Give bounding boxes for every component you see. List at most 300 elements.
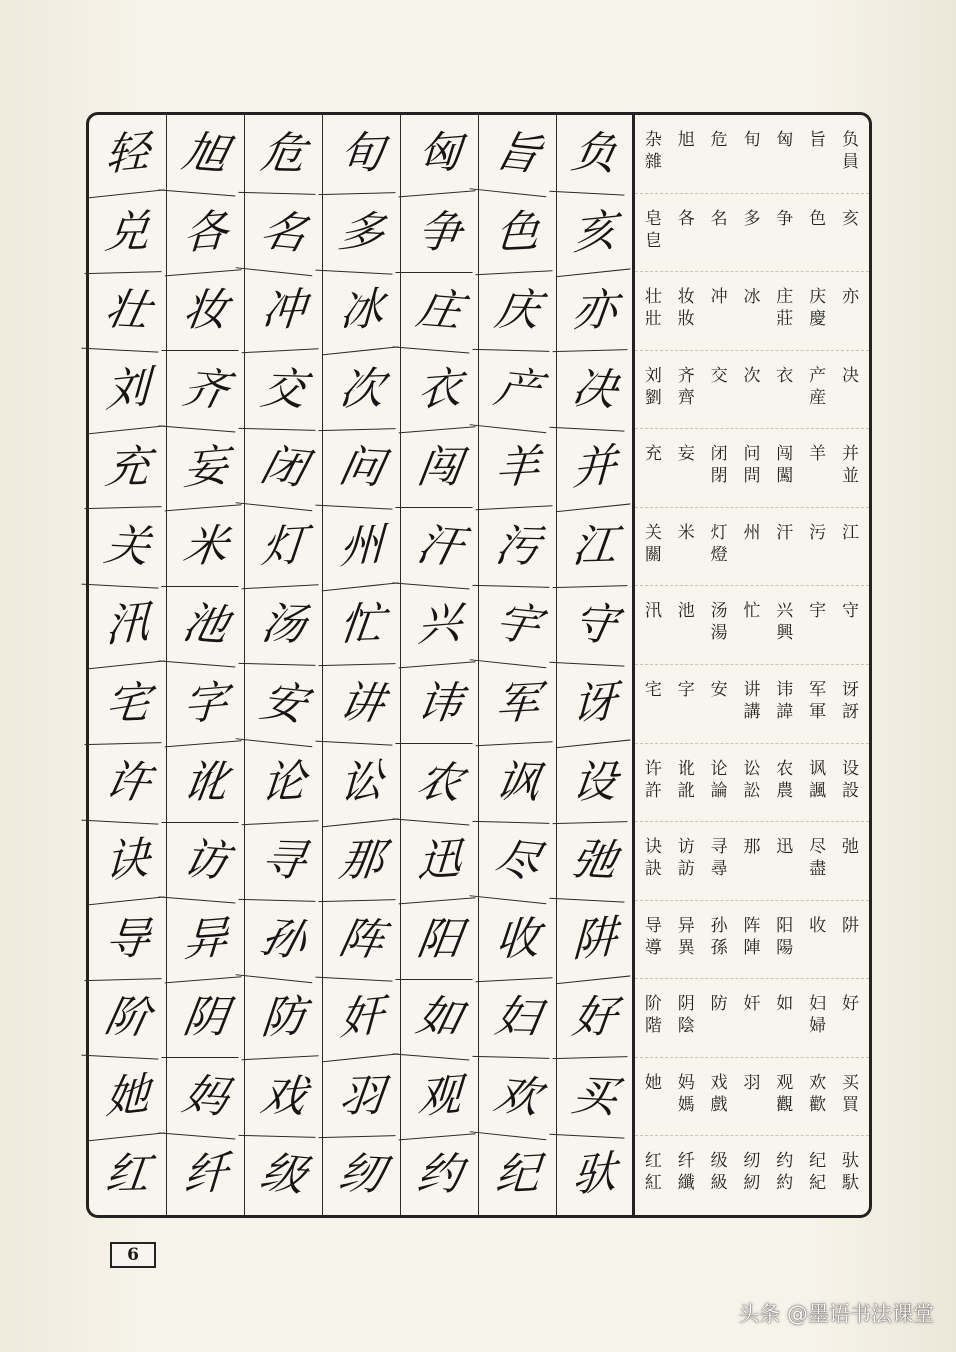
simplified-char: 次: [743, 365, 761, 386]
reference-pair: [770, 679, 800, 743]
reference-pair: [835, 993, 865, 1057]
simplified-char: 农: [776, 758, 794, 779]
calligraphy-cell: 阵: [315, 899, 407, 981]
simplified-char: 宅: [644, 679, 662, 700]
reference-pair: [638, 836, 668, 900]
reference-pair: [704, 836, 734, 900]
calligraphy-cell: 色: [476, 191, 560, 274]
simplified-char: 污: [809, 522, 827, 543]
simplified-char: 衣: [776, 365, 794, 386]
simplified-char: 充: [644, 444, 662, 465]
simplified-char: 纫: [743, 1151, 761, 1172]
grid-column: [557, 115, 635, 1215]
traditional-char: 燈: [710, 544, 728, 565]
reference-pair: [704, 600, 734, 664]
simplified-char: 亥: [841, 208, 859, 229]
calligraphy-cell: 旬: [319, 114, 405, 195]
calligraphy-cell: 戏: [238, 1057, 328, 1137]
calligraphy-cell: 农: [393, 741, 487, 824]
simplified-char: 交: [710, 365, 728, 386]
simplified-char: 阵: [743, 915, 761, 936]
reference-pair: [770, 600, 800, 664]
simplified-char: 亦: [841, 287, 859, 308]
traditional-char: 觀: [776, 1094, 794, 1115]
calligraphy-cell: 讲: [315, 663, 407, 745]
reference-pair: [704, 286, 734, 350]
traditional-char: 戲: [710, 1094, 728, 1115]
traditional-char: 劉: [644, 387, 662, 408]
simplified-char: 如: [776, 994, 794, 1015]
calligraphy-cell: 异: [165, 897, 247, 982]
reference-row: [635, 744, 869, 823]
traditional-char: 壯: [644, 309, 662, 330]
reference-pair: [671, 522, 701, 586]
calligraphy-cell: 观: [399, 1054, 481, 1139]
simplified-char: 刘: [644, 365, 662, 386]
simplified-char: 匈: [776, 130, 794, 150]
calligraphy-cell: 访: [159, 820, 253, 903]
grid-column: [167, 115, 245, 1215]
simplified-char: 讲: [743, 679, 761, 700]
reference-pair: [835, 129, 865, 193]
simplified-char: 宇: [809, 601, 827, 622]
simplified-char: 孙: [710, 915, 728, 936]
simplified-char: 妄: [677, 444, 695, 465]
simplified-char: 纤: [677, 1151, 695, 1172]
reference-pair: [737, 522, 767, 586]
reference-pair: [737, 443, 767, 507]
calligraphy-cell: 产: [470, 347, 566, 432]
reference-pair: [737, 286, 767, 350]
reference-pair: [737, 600, 767, 664]
traditional-char: 興: [776, 623, 794, 644]
traditional-char: 雜: [644, 152, 662, 172]
reference-pair: [803, 758, 833, 822]
simplified-char: 妆: [677, 287, 695, 308]
calligraphy-cell: 闭: [236, 426, 332, 511]
reference-pair: [770, 758, 800, 822]
simplified-char: 导: [644, 915, 662, 936]
reference-pair: [770, 1072, 800, 1136]
simplified-char: 各: [677, 208, 695, 229]
simplified-char: 色: [809, 208, 827, 229]
simplified-char: 戏: [710, 1072, 728, 1093]
simplified-char: 红: [644, 1151, 662, 1172]
traditional-char: 歡: [809, 1094, 827, 1115]
traditional-char: 訛: [677, 780, 695, 801]
calligraphy-cell: 如: [393, 977, 487, 1060]
traditional-char: 級: [710, 1173, 728, 1194]
traditional-char: 馱: [841, 1173, 859, 1194]
traditional-char: 異: [677, 937, 695, 958]
calligraphy-cell: 那: [319, 821, 405, 902]
reference-pair: [835, 1150, 865, 1215]
page-number: 6: [110, 1242, 156, 1268]
reference-pair: [704, 365, 734, 429]
traditional-char: 導: [644, 937, 662, 958]
simplified-char: 讽: [809, 758, 827, 779]
reference-pair: [803, 600, 833, 664]
simplified-char: 讳: [776, 679, 794, 700]
reference-pair: [737, 1150, 767, 1215]
practice-frame: [86, 112, 872, 1218]
reference-pair: [704, 208, 734, 272]
simplified-char: 并: [841, 444, 859, 465]
calligraphy-cell: 阴: [161, 979, 249, 1058]
reference-pair: [704, 443, 734, 507]
simplified-char: 庄: [776, 287, 794, 308]
reference-pair: [770, 836, 800, 900]
simplified-char: 异: [677, 915, 695, 936]
calligraphy-cell: 弛: [549, 820, 639, 902]
reference-pair: [835, 365, 865, 429]
reference-pair: [835, 600, 865, 664]
calligraphy-cell: 齐: [159, 348, 253, 431]
calligraphy-cell: 欢: [470, 1055, 566, 1140]
simplified-char: 冰: [743, 287, 761, 308]
reference-pair: [638, 915, 668, 979]
simplified-char: 奸: [743, 994, 761, 1015]
reference-pair: [835, 286, 865, 350]
simplified-char: 阱: [841, 915, 859, 936]
reference-pair: [803, 679, 833, 743]
simplified-char: 观: [776, 1072, 794, 1093]
simplified-char: 访: [677, 837, 695, 858]
simplified-char: 产: [809, 365, 827, 386]
calligraphy-cell: 冲: [242, 270, 326, 353]
reference-pair: [638, 1150, 668, 1215]
calligraphy-cell: 汗: [393, 505, 487, 588]
simplified-char: 欢: [809, 1072, 827, 1093]
simplified-char: 皂: [644, 208, 662, 229]
calligraphy-cell: 纪: [493, 1148, 542, 1202]
simplified-char: 旨: [809, 130, 827, 150]
reference-pair: [835, 443, 865, 507]
reference-pair: [737, 993, 767, 1057]
reference-pair: [671, 993, 701, 1057]
reference-pair: [770, 993, 800, 1057]
calligraphy-cell: 羊: [476, 427, 560, 510]
calligraphy-cell: 阶: [81, 978, 173, 1060]
reference-pair: [737, 679, 767, 743]
simplified-char: 约: [776, 1151, 794, 1172]
simplified-char: 阶: [644, 994, 662, 1015]
calligraphy-cell: 并: [556, 425, 633, 512]
calligraphy-cell: 池: [159, 584, 253, 667]
reference-pair: [737, 208, 767, 272]
calligraphy-cell: 交: [238, 350, 328, 430]
calligraphy-cell: 纤: [182, 1147, 230, 1203]
reference-pair: [704, 1150, 734, 1215]
simplified-char: 兴: [776, 601, 794, 622]
simplified-char: 防: [710, 994, 728, 1015]
traditional-char: 軍: [809, 701, 827, 722]
traditional-char: 紀: [809, 1173, 827, 1194]
reference-pair: [671, 365, 701, 429]
simplified-char: 齐: [677, 365, 695, 386]
reference-pair: [671, 1072, 701, 1136]
calligraphy-cell: 羽: [319, 1057, 405, 1138]
simplified-char: 旭: [677, 130, 695, 150]
reference-table: [635, 115, 869, 1215]
traditional-char: 媽: [677, 1094, 695, 1115]
calligraphy-cell: 奸: [322, 975, 401, 1062]
reference-pair: [671, 758, 701, 822]
reference-row: [635, 665, 869, 744]
traditional-char: 階: [644, 1016, 662, 1037]
reference-pair: [803, 1072, 833, 1136]
reference-pair: [671, 1150, 701, 1215]
simplified-char: 论: [710, 758, 728, 779]
simplified-char: 寻: [710, 837, 728, 858]
reference-pair: [704, 915, 734, 979]
simplified-char: 字: [677, 679, 695, 700]
reference-row: [635, 351, 869, 430]
reference-pair: [803, 1150, 833, 1215]
traditional-char: 盡: [809, 859, 827, 880]
simplified-char: 收: [809, 915, 827, 936]
calligraphy-cell: 决: [549, 349, 639, 431]
reference-pair: [671, 915, 701, 979]
calligraphy-cell: 诀: [88, 818, 167, 905]
calligraphy-cell: 旭: [159, 113, 253, 196]
calligraphy-cell: 庄: [393, 270, 487, 353]
calligraphy-cell: 亥: [556, 189, 633, 276]
traditional-char: 員: [841, 152, 859, 172]
reference-pair: [638, 758, 668, 822]
reference-row: [635, 979, 869, 1058]
simplified-char: 迅: [776, 837, 794, 858]
calligraphy-cell: 孙: [236, 897, 332, 982]
simplified-char: 闭: [710, 444, 728, 465]
reference-pair: [638, 600, 668, 664]
simplified-char: 庆: [809, 287, 827, 308]
reference-pair: [803, 915, 833, 979]
calligraphy-cell: 危: [238, 114, 328, 194]
simplified-char: 忙: [743, 601, 761, 622]
calligraphy-cell: 宇: [470, 583, 566, 668]
simplified-char: 军: [809, 679, 827, 700]
traditional-char: 買: [841, 1094, 859, 1115]
reference-row: [635, 429, 869, 508]
simplified-char: 汛: [644, 601, 662, 622]
calligraphy-cell: 冰: [322, 268, 401, 355]
reference-pair: [803, 993, 833, 1057]
simplified-char: 讶: [841, 679, 859, 700]
traditional-char: 訝: [841, 701, 859, 722]
reference-pair: [638, 286, 668, 350]
reference-pair: [704, 129, 734, 193]
reference-pair: [803, 208, 833, 272]
reference-pair: [671, 443, 701, 507]
reference-pair: [638, 208, 668, 272]
reference-pair: [803, 365, 833, 429]
reference-pair: [770, 365, 800, 429]
simplified-char: 负: [841, 130, 859, 150]
calligraphy-cell: 衣: [399, 347, 481, 432]
calligraphy-cell: 迅: [399, 819, 481, 904]
simplified-char: 妇: [809, 994, 827, 1015]
reference-pair: [803, 836, 833, 900]
calligraphy-cell: 约: [413, 1149, 466, 1201]
calligraphy-cell: 壮: [81, 270, 173, 352]
reference-pair: [638, 679, 668, 743]
simplified-char: 级: [710, 1151, 728, 1172]
calligraphy-cell: 汛: [88, 582, 167, 669]
calligraphy-cell: 刘: [88, 346, 167, 433]
simplified-char: 州: [743, 522, 761, 543]
reference-row: [635, 822, 869, 901]
reference-pair: [638, 443, 668, 507]
traditional-char: 講: [743, 701, 761, 722]
traditional-char: 紉: [743, 1173, 761, 1194]
simplified-char: 池: [677, 601, 695, 622]
calligraphy-cell: 论: [242, 741, 326, 824]
calligraphy-cell: 妄: [165, 426, 247, 511]
traditional-char: 論: [710, 780, 728, 801]
reference-pair: [671, 600, 701, 664]
calligraphy-cell: 红: [102, 1148, 153, 1202]
reference-pair: [835, 679, 865, 743]
calligraphy-cell: 妇: [472, 978, 562, 1058]
reference-pair: [704, 758, 734, 822]
calligraphy-cell: 军: [476, 663, 560, 746]
reference-pair: [737, 1072, 767, 1136]
reference-pair: [770, 1150, 800, 1215]
calligraphy-grid: [89, 115, 635, 1215]
traditional-char: 訣: [644, 859, 662, 880]
calligraphy-cell: 灯: [242, 506, 326, 589]
reference-pair: [835, 758, 865, 822]
simplified-char: 问: [743, 444, 761, 465]
simplified-char: 弛: [841, 837, 859, 858]
calligraphy-cell: 庆: [472, 271, 562, 351]
reference-pair: [835, 1072, 865, 1136]
simplified-char: 买: [841, 1072, 859, 1093]
calligraphy-cell: 兴: [399, 583, 481, 668]
reference-pair: [671, 836, 701, 900]
calligraphy-cell: 妈: [159, 1055, 253, 1138]
reference-pair: [835, 836, 865, 900]
reference-pair: [737, 836, 767, 900]
reference-pair: [737, 129, 767, 193]
simplified-char: 那: [743, 837, 761, 858]
reference-pair: [835, 208, 865, 272]
calligraphy-cell: 讳: [395, 665, 483, 744]
reference-row: [635, 1058, 869, 1137]
reference-row: [635, 272, 869, 351]
calligraphy-cell: 安: [236, 662, 332, 747]
calligraphy-cell: 米: [161, 508, 249, 587]
traditional-char: 訪: [677, 859, 695, 880]
simplified-char: 羽: [743, 1072, 761, 1093]
reference-row: [635, 901, 869, 980]
reference-pair: [704, 522, 734, 586]
traditional-char: 問: [743, 466, 761, 487]
calligraphy-cell: 驮: [571, 1147, 618, 1204]
simplified-char: 冲: [710, 287, 728, 308]
calligraphy-cell: 收: [476, 898, 560, 981]
calligraphy-cell: 闯: [395, 429, 483, 508]
simplified-char: 守: [841, 601, 859, 622]
traditional-char: 纖: [677, 1173, 695, 1194]
calligraphy-cell: 买: [549, 1056, 639, 1138]
traditional-char: 孫: [710, 937, 728, 958]
simplified-char: 汗: [776, 522, 794, 543]
calligraphy-cell: 讼: [322, 739, 401, 826]
calligraphy-cell: 负: [549, 113, 639, 195]
traditional-char: 農: [776, 780, 794, 801]
traditional-char: 莊: [776, 309, 794, 330]
traditional-char: 慶: [809, 309, 827, 330]
calligraphy-cell: 好: [553, 978, 637, 1059]
calligraphy-cell: 问: [315, 428, 407, 510]
simplified-char: 她: [644, 1072, 662, 1093]
calligraphy-cell: 宅: [85, 664, 171, 745]
calligraphy-cell: 轻: [88, 111, 167, 198]
reference-pair: [638, 522, 668, 586]
calligraphy-cell: 讶: [556, 661, 633, 748]
calligraphy-cell: 妆: [161, 272, 249, 351]
reference-row: [635, 586, 869, 665]
reference-pair: [770, 208, 800, 272]
simplified-char: 灯: [710, 522, 728, 543]
calligraphy-cell: 匈: [399, 112, 481, 197]
traditional-char: 湯: [710, 623, 728, 644]
reference-pair: [638, 129, 668, 193]
calligraphy-cell: 名: [236, 190, 332, 275]
reference-pair: [803, 129, 833, 193]
reference-row: [635, 1136, 869, 1215]
calligraphy-cell: 守: [549, 585, 639, 667]
calligraphy-cell: 各: [165, 190, 247, 275]
traditional-char: 妝: [677, 309, 695, 330]
traditional-char: 設: [841, 780, 859, 801]
grid-column: [89, 115, 167, 1215]
calligraphy-cell: 尽: [470, 819, 566, 904]
simplified-char: 讹: [677, 758, 695, 779]
calligraphy-cell: 级: [255, 1147, 312, 1203]
calligraphy-cell: 字: [165, 662, 247, 747]
reference-pair: [671, 129, 701, 193]
simplified-char: 阴: [677, 994, 695, 1015]
calligraphy-cell: 阳: [395, 901, 483, 980]
calligraphy-cell: 江: [553, 507, 637, 588]
calligraphy-cell: 充: [85, 428, 171, 509]
traditional-char: 並: [841, 466, 859, 487]
simplified-char: 驮: [841, 1151, 859, 1172]
simplified-char: 好: [841, 994, 859, 1015]
simplified-char: 羊: [809, 444, 827, 465]
calligraphy-cell: 讽: [472, 743, 562, 823]
simplified-char: 多: [743, 208, 761, 229]
grid-column: [479, 115, 557, 1215]
reference-pair: [835, 915, 865, 979]
calligraphy-cell: 讹: [161, 744, 249, 823]
reference-pair: [638, 1072, 668, 1136]
simplified-char: 决: [841, 365, 859, 386]
simplified-char: 危: [710, 130, 728, 150]
simplified-char: 江: [841, 522, 859, 543]
calligraphy-cell: 她: [88, 1053, 167, 1140]
calligraphy-cell: 污: [472, 507, 562, 587]
watermark: 头条 @墨语书法课堂: [738, 1302, 934, 1326]
grid-column: [323, 115, 401, 1215]
reference-pair: [770, 129, 800, 193]
calligraphy-cell: 多: [315, 192, 407, 274]
calligraphy-cell: 防: [242, 977, 326, 1060]
simplified-char: 纪: [809, 1151, 827, 1172]
